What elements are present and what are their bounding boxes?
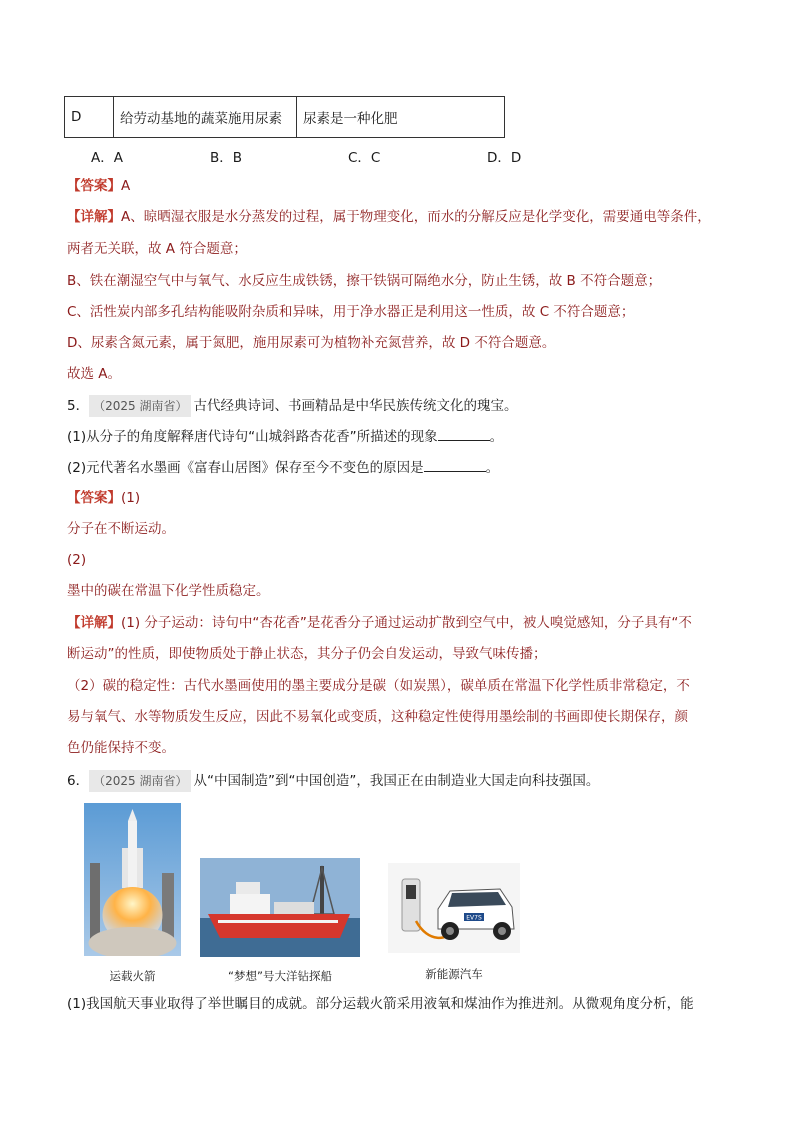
q5-detail2-line2: 易与氧气、水等物质发生反应，因此不易氧化或变质，这种稳定性使得用墨绘制的书画即使长期保存，颜: [67, 709, 688, 725]
new-energy-car-image: [388, 863, 520, 953]
option-table: [64, 96, 505, 138]
answer-value: A: [121, 178, 131, 194]
detail-text: (1) 分子运动：诗句中“杏花香”是花香分子通过运动扩散到空气中，被人嗅觉感知，分子具有“不: [121, 615, 692, 631]
choice-a: A．A: [91, 150, 123, 166]
q6-stem: [67, 770, 599, 792]
q5-answer: [67, 488, 140, 508]
source-tag: （2025 湖南省）: [89, 770, 191, 792]
detail-label: 【详解】: [67, 615, 121, 631]
q4-detail-b: B、铁在潮湿空气中与氧气、水反应生成铁锈，擦干铁锅可隔绝水分，防止生锈，故 B 不符合题意；: [67, 273, 662, 289]
question-number: 6．: [67, 773, 90, 789]
period: 。: [489, 429, 504, 445]
question-stem: 从“中国制造”到“中国创造”，我国正在由制造业大国走向科技强国。: [193, 773, 600, 789]
caption-rocket: 运载火箭: [109, 969, 156, 983]
choice-d: D．D: [487, 150, 522, 166]
sub-question-text: (2)元代著名水墨画《富春山居图》保存至今不变色的原因是: [67, 460, 424, 476]
q5-answer2: 墨中的碳在常温下化学性质稳定。: [67, 583, 270, 599]
q5-sub2: [67, 457, 499, 478]
table-row: [65, 97, 505, 138]
q5-sub1: [67, 426, 503, 447]
answer-blank: [438, 426, 490, 441]
detail-text: A、晾晒湿衣服是水分蒸发的过程，属于物理变化，而水的分解反应是化学变化，需要通电等条件，: [121, 209, 711, 225]
choice-b: B．B: [210, 150, 243, 166]
caption-car: 新能源汽车: [425, 967, 483, 981]
source-tag: （2025 湖南省）: [89, 395, 191, 417]
q5-stem: [67, 395, 517, 417]
drilling-ship-image: [200, 858, 360, 957]
answer-index: (1): [121, 490, 141, 506]
q6-sub1: (1)我国航天事业取得了举世瞩目的成就。部分运载火箭采用液氧和煤油作为推进剂。从微观角度分析，能: [67, 996, 694, 1012]
q4-detail-line2: 两者无关联，故 A 符合题意；: [67, 241, 247, 257]
answer-label: 【答案】: [67, 178, 121, 194]
q5-answer1: 分子在不断运动。: [67, 521, 175, 537]
detail-label: 【详解】: [67, 209, 121, 225]
q5-answer-index2: (2): [67, 552, 87, 568]
q5-detail1-line2: 断运动”的性质，即使物质处于静止状态，其分子仍会自发运动，导致气味传播；: [67, 646, 547, 662]
q4-detail-line1: [67, 207, 711, 227]
option-letter: D: [65, 97, 114, 138]
question-stem: 古代经典诗词、书画精品是中华民族传统文化的瑰宝。: [193, 398, 518, 414]
q4-conclusion: 故选 A。: [67, 366, 122, 382]
caption-ship: “梦想”号大洋钻探船: [228, 969, 332, 983]
period: 。: [485, 460, 500, 476]
choice-c: C．C: [348, 150, 381, 166]
option-explanation: 尿素是一种化肥: [297, 97, 505, 138]
q5-detail2-line1: （2）碳的稳定性：古代水墨画使用的墨主要成分是碳（如炭黑），碳单质在常温下化学性质非常稳定，不: [67, 678, 690, 694]
q5-detail2-line3: 色仍能保持不变。: [67, 740, 175, 756]
option-action: 给劳动基地的蔬菜施用尿素: [114, 97, 297, 138]
q4-detail-d: D、尿素含氮元素，属于氮肥，施用尿素可为植物补充氮营养，故 D 不符合题意。: [67, 335, 556, 351]
answer-blank: [424, 457, 486, 472]
q4-detail-c: C、活性炭内部多孔结构能吸附杂质和异味，用于净水器正是利用这一性质，故 C 不符合题意；: [67, 304, 635, 320]
question-number: 5．: [67, 398, 90, 414]
license-plate-text: EV7S: [466, 914, 482, 922]
q4-answer: [67, 176, 130, 196]
sub-question-text: (1)从分子的角度解释唐代诗句“山城斜路杏花香”所描述的现象: [67, 429, 438, 445]
q5-detail1-line1: [67, 613, 692, 633]
rocket-image: [84, 803, 181, 956]
answer-label: 【答案】: [67, 490, 121, 506]
